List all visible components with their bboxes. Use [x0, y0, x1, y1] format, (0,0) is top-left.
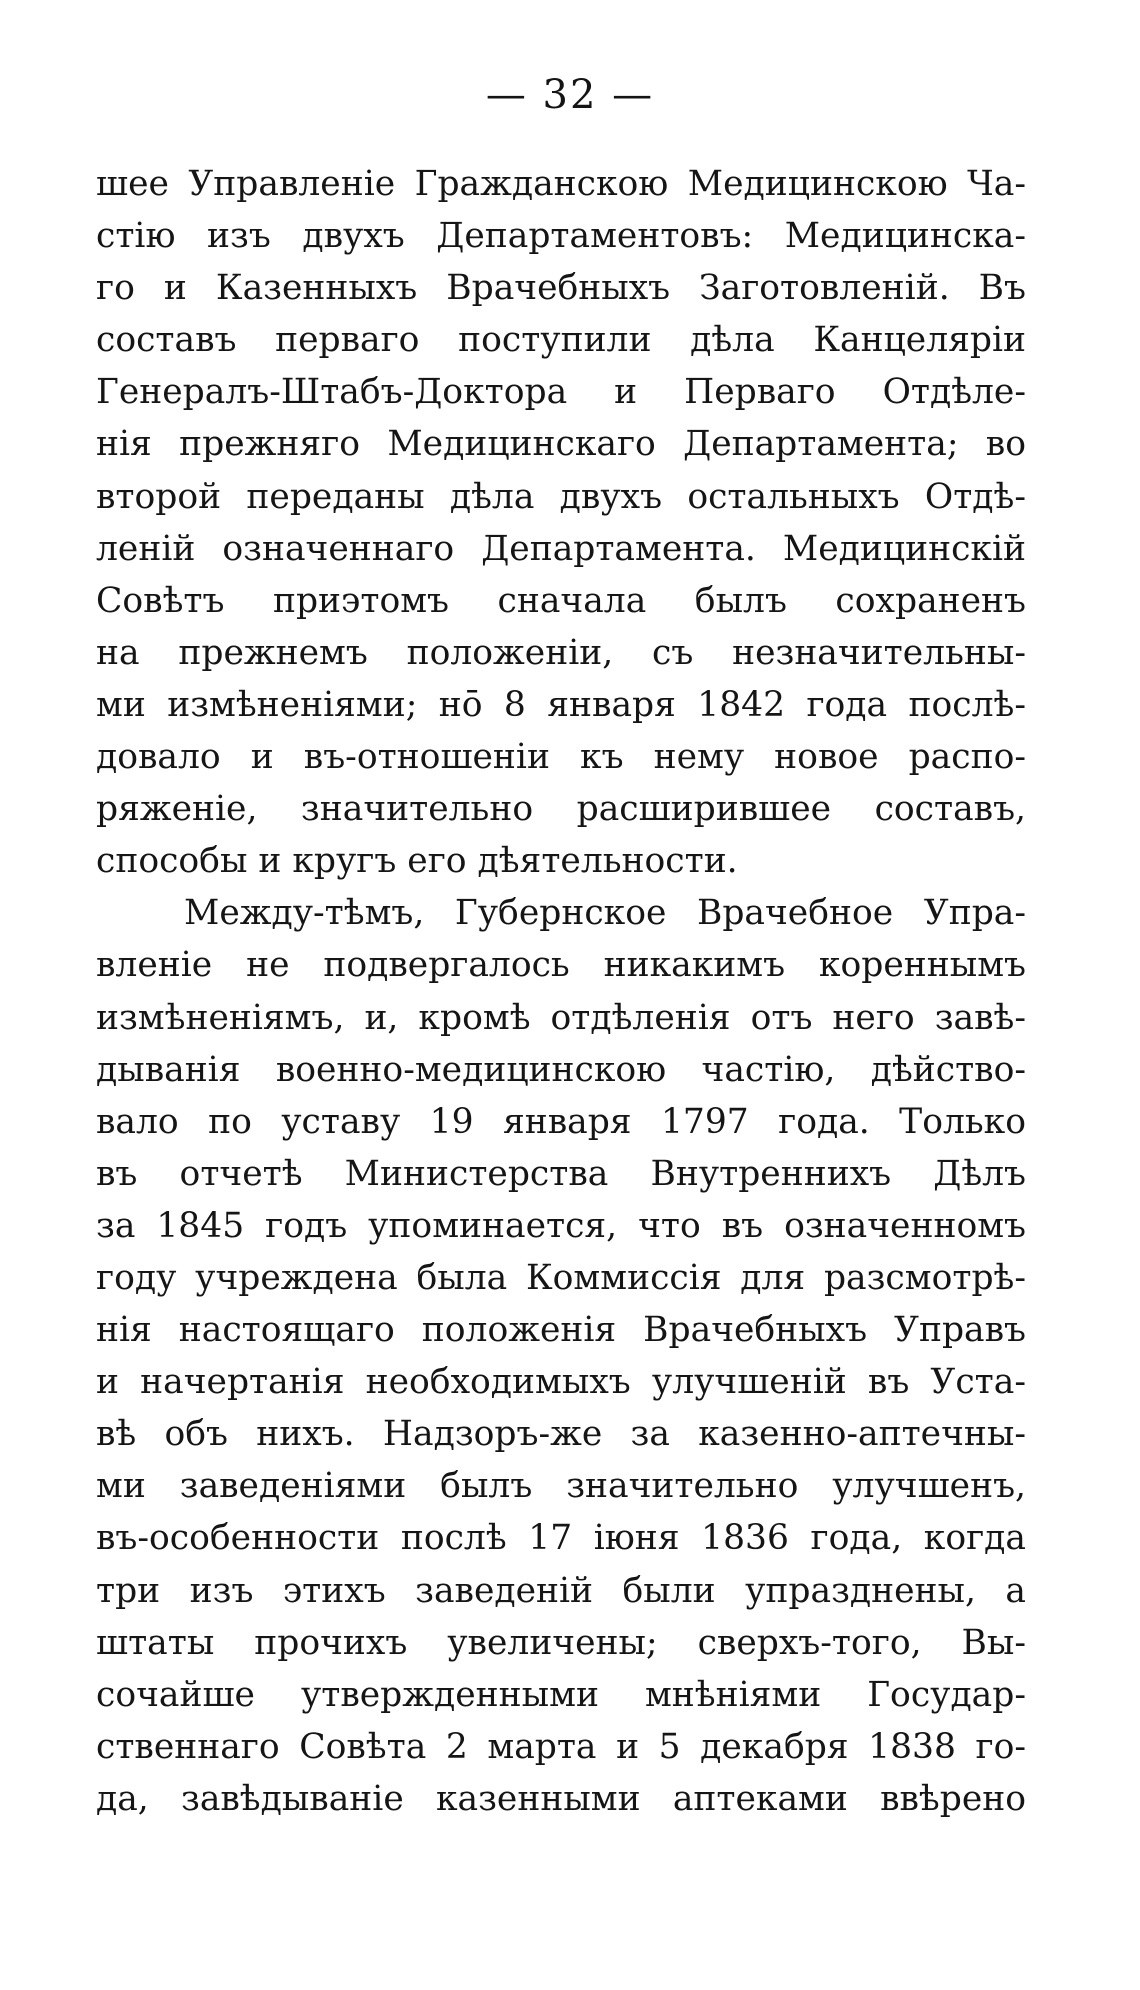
- page-number: — 32 —: [485, 72, 655, 118]
- text-line: вленіе не подвергалось никакимъ кореннымъ: [96, 945, 1026, 986]
- text-line: штаты прочихъ увеличены; сверхъ-того, Вы-: [96, 1622, 1026, 1663]
- text-line: въ отчетѣ Министерства Внутреннихъ Дѣлъ: [96, 1153, 1026, 1194]
- text-line: довало и въ-отношеніи къ нему новое распо-: [96, 737, 1026, 778]
- text-line: за 1845 годъ упоминается, что въ означенномъ: [96, 1205, 1026, 1246]
- text-line: ряженіе, значительно расширившее составъ,: [96, 789, 1026, 830]
- text-line: году учреждена была Коммиссія для разсмотрѣ-: [96, 1257, 1026, 1298]
- text-line: въ-особенности послѣ 17 іюня 1836 года, когда: [96, 1518, 1026, 1559]
- text-line: второй переданы дѣла двухъ остальныхъ Отдѣ-: [96, 476, 1026, 517]
- text-line: Совѣтъ приэтомъ сначала былъ сохраненъ: [96, 580, 1026, 621]
- text-line: го и Казенныхъ Врачебныхъ Заготовленій. Въ: [96, 268, 1026, 309]
- text-line: да, завѣдываніе казенными аптеками ввѣрено: [96, 1778, 1026, 1819]
- text-line: ми измѣненіями; нō 8 января 1842 года послѣ-: [96, 684, 1026, 725]
- body-text: [96, 158, 1026, 1825]
- paragraph-first-line: Между-тѣмъ, Губернское Врачебное Упра-: [184, 893, 1026, 934]
- text-line: три изъ этихъ заведеній были упразднены, а: [96, 1570, 1026, 1611]
- text-line: ственнаго Совѣта 2 марта и 5 декабря 1838 го-: [96, 1726, 1026, 1767]
- text-line: сочайше утвержденными мнѣніями Государ-: [96, 1674, 1026, 1715]
- text-line: Генералъ-Штабъ-Доктора и Перваго Отдѣле-: [96, 372, 1026, 413]
- text-line: вѣ объ нихъ. Надзоръ-же за казенно-аптечны-: [96, 1414, 1026, 1455]
- text-line: составъ перваго поступили дѣла Канцеляріи: [96, 320, 1026, 361]
- text-line: леній означеннаго Департамента. Медицинскій: [96, 528, 1026, 569]
- text-line: на прежнемъ положеніи, съ незначительны-: [96, 632, 1026, 673]
- text-line: и начертанія необходимыхъ улучшеній въ Уста-: [96, 1362, 1026, 1403]
- text-line: шее Управленіе Гражданскою Медицинскою Ча-: [96, 164, 1026, 204]
- text-line: вало по уставу 19 января 1797 года. Только: [96, 1101, 1026, 1142]
- text-line: ми заведеніями былъ значительно улучшенъ,: [96, 1466, 1026, 1507]
- text-line: стію изъ двухъ Департаментовъ: Медицинска-: [96, 216, 1026, 257]
- text-line: нія настоящаго положенія Врачебныхъ Управъ: [96, 1310, 1026, 1351]
- text-line: нія прежняго Медицинскаго Департамента; во: [96, 424, 1026, 465]
- text-line: измѣненіямъ, и, кромѣ отдѣленія отъ него завѣ-: [96, 997, 1026, 1038]
- paragraph-last-line: способы и кругъ его дѣятельности.: [96, 841, 738, 882]
- text-line: дыванія военно-медицинскою частію, дѣйство-: [96, 1049, 1026, 1090]
